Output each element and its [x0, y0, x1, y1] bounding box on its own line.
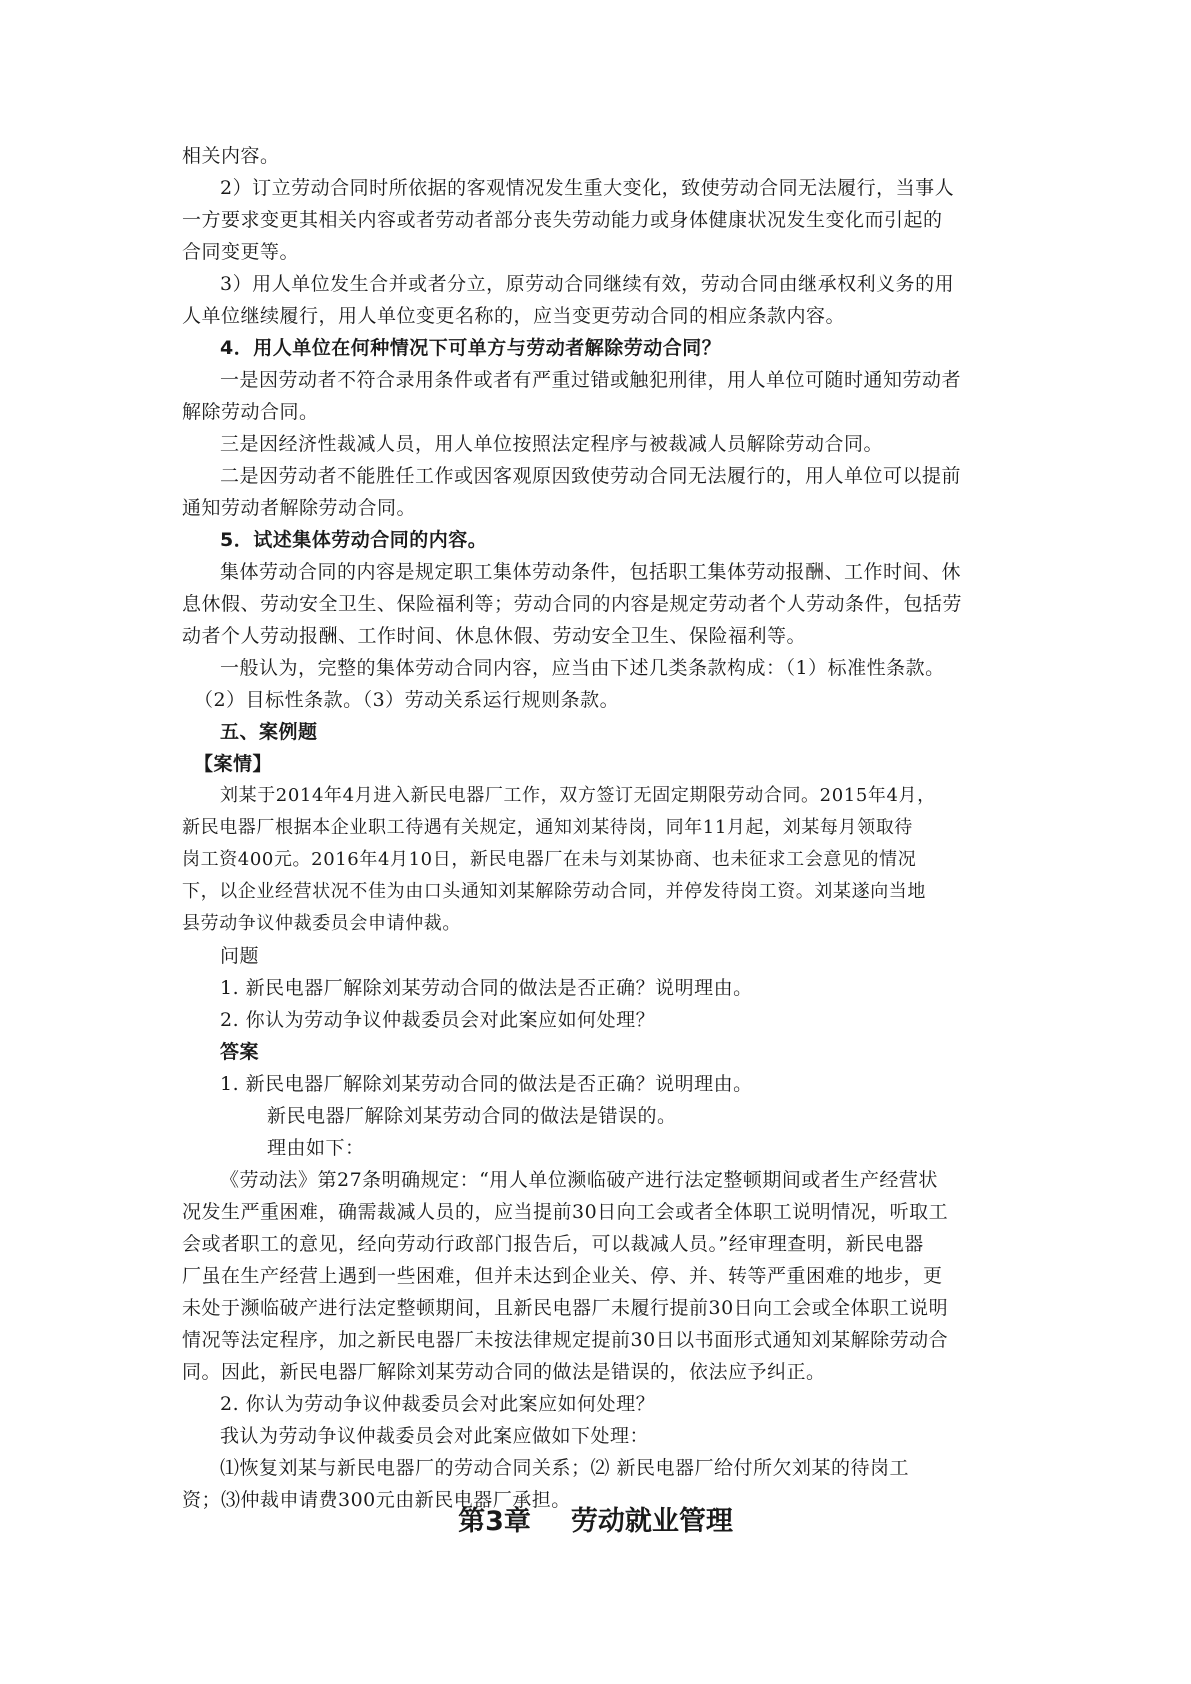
text-line: 1. 新民电器厂解除刘某劳动合同的做法是否正确？说明理由。	[220, 977, 753, 999]
text-line: 人单位继续履行，用人单位变更名称的，应当变更劳动合同的相应条款内容。	[182, 305, 846, 327]
text-line: 情况等法定程序，加之新民电器厂未按法律规定提前30日以书面形式通知刘某解除劳动合	[182, 1329, 949, 1351]
chapter-title	[0, 1502, 1191, 1542]
text-line: 会或者职工的意见，经向劳动行政部门报告后，可以裁减人员。”经审理查明，新民电器	[182, 1233, 924, 1255]
text-line: 况发生严重困难，确需裁减人员的，应当提前30日向工会或者全体职工说明情况，听取工	[182, 1201, 949, 1223]
text-line: 新民电器厂解除刘某劳动合同的做法是错误的。	[267, 1105, 677, 1127]
case-text-line: 县劳动争议仲裁委员会申请仲裁。	[182, 913, 461, 934]
text-line: 一是因劳动者不符合录用条件或者有严重过错或触犯刑律，用人单位可随时通知劳动者	[220, 369, 962, 391]
text-line: 通知劳动者解除劳动合同。	[182, 497, 417, 519]
text-line: 二是因劳动者不能胜任工作或因客观原因致使劳动合同无法履行的，用人单位可以提前	[220, 465, 962, 487]
text-line: 3）用人单位发生合并或者分立，原劳动合同继续有效，劳动合同由继承权利义务的用	[220, 273, 955, 295]
text-line: 《劳动法》第27条明确规定：“用人单位濒临破产进行法定整顿期间或者生产经营状	[220, 1169, 938, 1191]
chapter-number: 第3章	[458, 1506, 531, 1537]
questions-heading: 问题	[220, 945, 260, 967]
document-body	[182, 140, 1022, 1516]
case-text-line: 岗工资400元。2016年4月10日，新民电器厂在未与刘某协商、也未征求工会意见的情况	[182, 849, 917, 870]
case-text-line: 下，以企业经营状况不佳为由口头通知刘某解除劳动合同，并停发待岗工资。刘某遂向当地	[182, 881, 926, 902]
text-line: 2）订立劳动合同时所依据的客观情况发生重大变化，致使劳动合同无法履行，当事人	[220, 177, 955, 199]
case-text-line: 刘某于2014年4月进入新民电器厂工作，双方签订无固定期限劳动合同。2015年4月，	[220, 785, 936, 806]
text-line: 集体劳动合同的内容是规定职工集体劳动条件，包括职工集体劳动报酬、工作时间、休	[220, 561, 962, 583]
text-line: （2）目标性条款。（3）劳动关系运行规则条款。	[194, 689, 620, 711]
text-line: 理由如下：	[267, 1137, 365, 1159]
text-line: 息休假、劳动安全卫生、保险福利等；劳动合同的内容是规定劳动者个人劳动条件，包括劳	[182, 593, 963, 615]
text-line: 我认为劳动争议仲裁委员会对此案应做如下处理：	[220, 1425, 650, 1447]
question-heading: 5．试述集体劳动合同的内容。	[220, 529, 488, 551]
text-line: 未处于濒临破产进行法定整顿期间，且新民电器厂未履行提前30日向工会或全体职工说明	[182, 1297, 949, 1319]
text-line: 资；⑶仲裁申请费300元由新民电器厂承担。	[182, 1489, 571, 1511]
text-line: ⑴恢复刘某与新民电器厂的劳动合同关系；⑵ 新民电器厂给付所欠刘某的待岗工	[220, 1457, 910, 1479]
chapter-name: 劳动就业管理	[570, 1506, 733, 1537]
text-line: 同。因此，新民电器厂解除刘某劳动合同的做法是错误的，依法应予纠正。	[182, 1361, 826, 1383]
case-text-line: 新民电器厂根据本企业职工待遇有关规定，通知刘某待岗，同年11月起，刘某每月领取待	[182, 817, 913, 838]
text-line: 2. 你认为劳动争议仲裁委员会对此案应如何处理？	[220, 1393, 656, 1415]
text-line: 一方要求变更其相关内容或者劳动者部分丧失劳动能力或身体健康状况发生变化而引起的	[182, 209, 943, 231]
text-line: 相关内容。	[182, 145, 280, 167]
answer-heading: 答案	[220, 1041, 260, 1063]
text-line: 2. 你认为劳动争议仲裁委员会对此案应如何处理？	[220, 1009, 656, 1031]
text-line: 三是因经济性裁减人员，用人单位按照法定程序与被裁减人员解除劳动合同。	[220, 433, 884, 455]
section-heading: 五、案例题	[220, 721, 318, 743]
case-heading: 【案情】	[194, 753, 273, 775]
text-line: 厂虽在生产经营上遇到一些困难，但并未达到企业关、停、并、转等严重困难的地步，更	[182, 1265, 943, 1287]
text-line: 1. 新民电器厂解除刘某劳动合同的做法是否正确？说明理由。	[220, 1073, 753, 1095]
text-line: 一般认为，完整的集体劳动合同内容，应当由下述几类条款构成：（1）标准性条款。	[220, 657, 945, 679]
text-line: 合同变更等。	[182, 241, 300, 263]
question-heading: 4．用人单位在何种情况下可单方与劳动者解除劳动合同？	[220, 337, 722, 359]
text-line: 动者个人劳动报酬、工作时间、休息休假、劳动安全卫生、保险福利等。	[182, 625, 807, 647]
text-line: 解除劳动合同。	[182, 401, 319, 423]
